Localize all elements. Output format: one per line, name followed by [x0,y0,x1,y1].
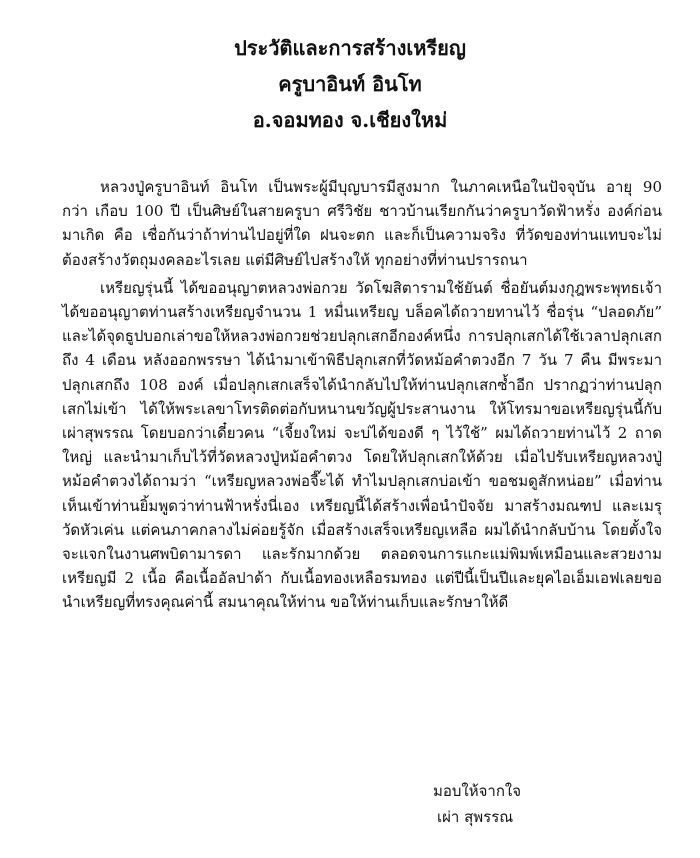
paragraph-biography: หลวงปู่ครูบาอินท์ อินโท เป็นพระผู้มีบุญบารมีสูงมาก ในภาคเหนือในปัจจุบัน อายุ 90 กว่า เกือบ 100 ปี เป็นศิษย์ในสายครูบา ศรีวิชัย ชาวบ้านเรียกกันว่าครูบาวัดฟ้าหรั่ง องค์ก่อนมาเกิด คือ เชื่อกันว่าถ้าท่านไปอยู่ที่ใด ฝนจะตก และก็เป็นความจริง ที่วัดของท่านแทบจะไม่ต้องสร้างวัตถุมงคลอะไรเลย แต่มีศิษย์ไปสร้างให้ ทุกอย่างที่ท่านปรารถนา [62,178,662,269]
title-block [0,30,700,138]
title-monk-name: ครูบาอินท์ อินโท [278,72,422,96]
signature-name: เผ่า สุพรรณ [437,808,514,826]
title-main: ประวัติและการสร้างเหรียญ [234,36,466,60]
paragraph-medal-history: เหรียญรุ่นนี้ ได้ขออนุญาตหลวงพ่อกวย วัดโฆสิตารามใช้ยันต์ ชื่อยันต์มงกุฎพระพุทธเจ้า ได้ขออนุญาตท่านสร้างเหรียญจำนวน 1 หมื่นเหรียญ บล็อคได้ถวายทานไว้ ชื่อรุ่น “ปลอดภัย” และได้จุดธูปบอกเล่าขอให้หลวงพ่อกวยช่วยปลุกเสกอีกองค์หนึ่ง การปลุกเสกได้ใช้เวลาปลุกเสกถึง 4 เดือน หลังออกพรรษา ได้นำมาเข้าพิธีปลุกเสกที่วัดหม้อคำตวงอีก 7 วัน 7 คืน มีพระมาปลุกเสกถึง 108 องค์ เมื่อปลุกเสกเสร็จได้นำกลับไปให้ท่านปลุกเสกซ้ำอีก ปรากฏว่าท่านปลุกเสกไม่เข้า ได้ให้พระเลขาโทรติดต่อกับหนานขวัญผู้ประสานงาน ให้โทรมาขอเหรียญรุ่นนี้กับเผ่าสุพรรณ โดยบอกว่าเดี๋ยวคน “เจี้ยงใหม่ จะบ่ได้ของดี ๆ ไว้ใช้” ผมได้ถวายท่านไว้ 2 ถาดใหญ่ และนำมาเก็บไว้ที่วัดหลวงปู่หม้อคำตวง โดยให้ปลุกเสกให้ด้วย เมื่อไปรับเหรียญหลวงปู่หม้อคำตวงได้ถามว่า “เหรียญหลวงพ่อจี๊ะได้ ทำไมปลุกเสกบ่อเข้า ขอชมดูสักหน่อย” เมื่อท่านเห็นเข้าท่านยิ้มพูดว่าท่านฟ้าหรั่งนี่เอง เหรียญนี้ได้สร้างเพื่อนำปัจจัย มาสร้างมณฑป และเมรุวัดหัวเค่น แต่คนภาคกลางไม่ค่อยรู้จัก เมื่อสร้างเสร็จเหรียญเหลือ ผมได้นำกลับบ้าน โดยตั้งใจจะแจกในงานศพบิดามารดา และรักมากด้วย ตลอดจนการแกะแม่พิมพ์เหมือนและสวยงาม เหรียญมี 2 เนื้อ คือเนื้ออัลปาด้า กับเนื้อทองเหลือรมทอง แต่ปีนี้เป็นปีและยุคไอเอ็มเอฟเลยขอนำเหรียญที่ทรงคุณค่านี้ สมนาคุณให้ท่าน ขอให้ท่านเก็บและรักษาให้ดี [62,278,662,612]
title-location: อ.จอมทอง จ.เชียงใหม่ [252,108,448,132]
signature-dedication: มอบให้จากใจ [433,782,522,800]
body-text [62,175,662,619]
signature-block [433,778,521,830]
